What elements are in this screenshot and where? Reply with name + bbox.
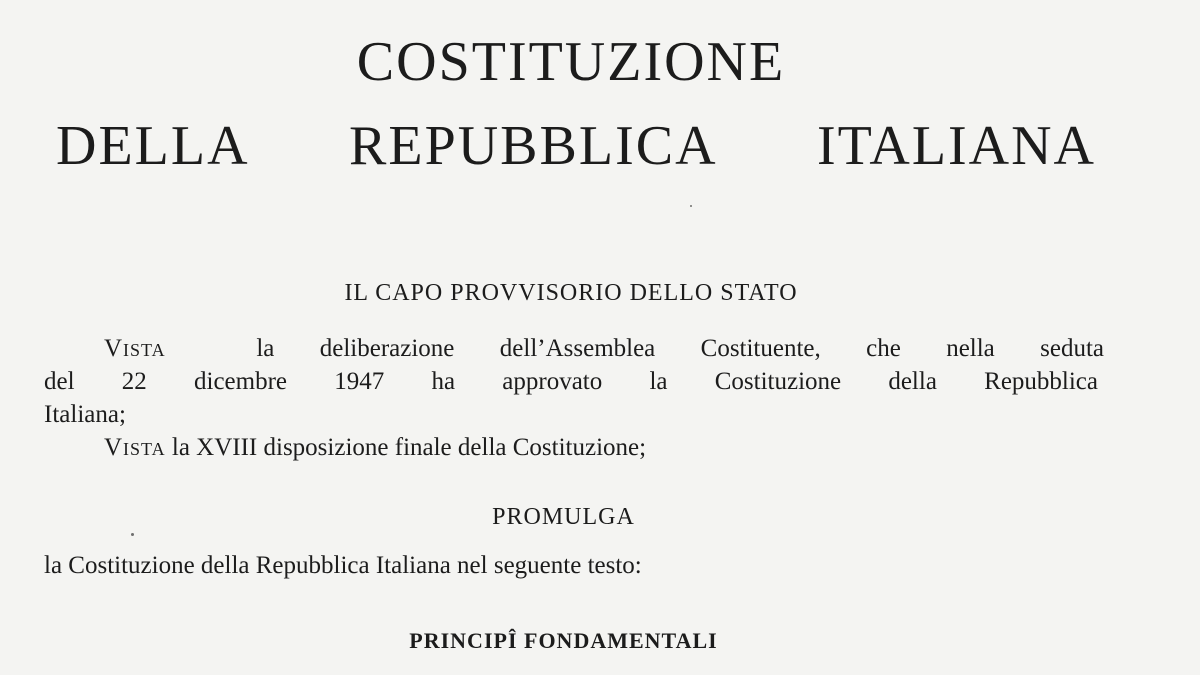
recital-1-line-3: Italiana; [44, 401, 126, 428]
promulga-heading: PROMULGA [492, 504, 635, 530]
authority-heading: IL CAPO PROVVISORIO DELLO STATO [344, 280, 798, 306]
document-title-line-2: DELLA REPUBBLICA ITALIANA [56, 115, 1096, 177]
recital-2 [104, 435, 646, 460]
document-title-line-1: COSTITUZIONE [356, 31, 786, 93]
recital-1-line-1-text: la deliberazione dell’Assemblea Costituente, che nella seduta [256, 335, 1105, 362]
recital-1-lead: Vista [104, 335, 166, 362]
section-heading: PRINCIPÎ FONDAMENTALI [409, 628, 718, 653]
paper-speck [131, 533, 134, 536]
recital-2-lead: Vista [104, 434, 166, 461]
paper-speck [690, 205, 692, 207]
recital-1-line-1 [104, 336, 1104, 361]
promulga-text: la Costituzione della Repubblica Italiana nel seguente testo: [44, 552, 642, 579]
recital-2-text: la XVIII disposizione finale della Costituzione; [171, 434, 647, 461]
recital-1-line-2: del 22 dicembre 1947 ha approvato la Costituzione della Repubblica [44, 368, 1098, 395]
